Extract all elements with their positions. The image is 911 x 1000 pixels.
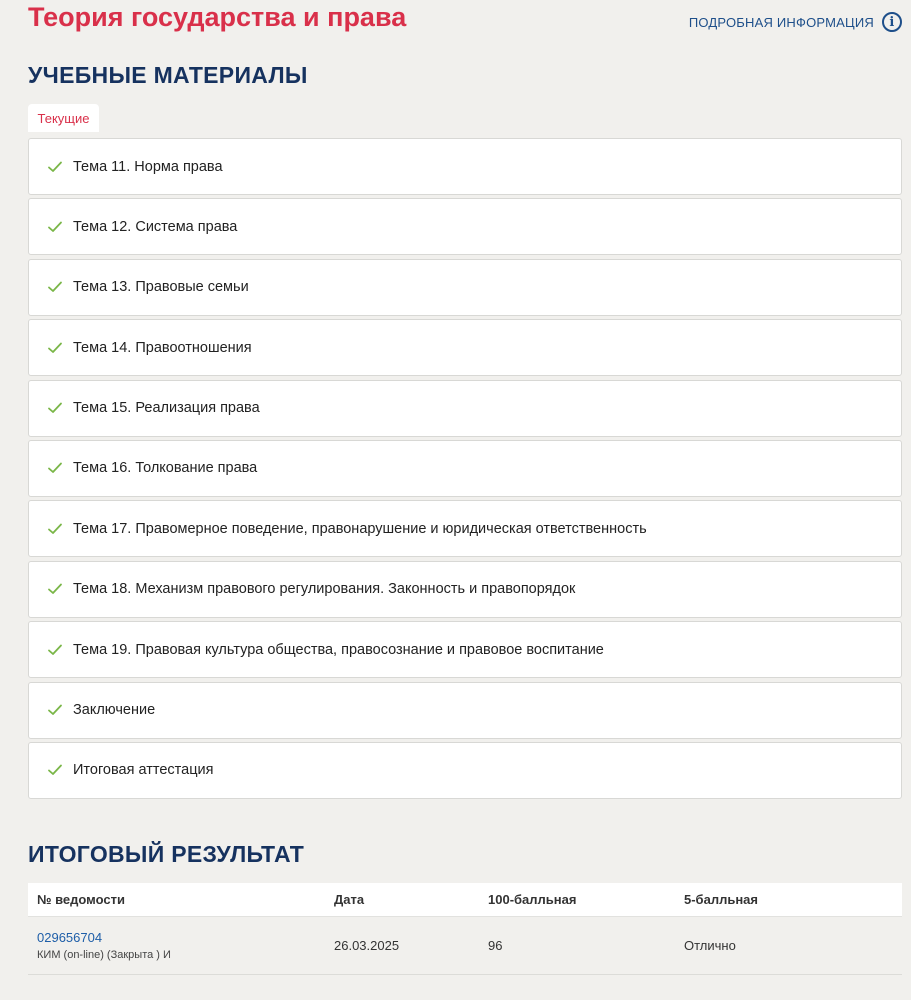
check-icon [47,642,63,658]
cell-score5: Отлично [684,938,736,953]
topic-item[interactable] [28,500,902,557]
topic-label: Тема 18. Механизм правового регулирования. Законность и правопорядок [73,581,576,598]
check-icon [47,340,63,356]
topic-list [28,138,902,802]
cell-date: 26.03.2025 [334,938,400,953]
topic-label: Заключение [73,702,156,719]
record-description: КИМ (on-line) (Закрыта ) И [37,949,171,961]
check-icon [47,219,63,235]
header-score100: 100-балльная [488,892,577,907]
topic-label: Итоговая аттестация [73,762,214,779]
topic-label: Тема 11. Норма права [73,158,223,175]
topic-label: Тема 14. Правоотношения [73,339,252,356]
topic-item[interactable] [28,259,902,316]
check-icon [47,581,63,597]
topic-label: Тема 13. Правовые семьи [73,279,249,296]
tab-current[interactable]: Текущие [28,104,99,132]
record-number-link[interactable]: 029656704 [37,930,103,945]
cell-number [28,930,325,961]
topic-item[interactable] [28,440,902,497]
topic-item[interactable] [28,621,902,678]
details-link[interactable] [689,12,902,32]
topic-item[interactable] [28,742,902,799]
page-title: Теория государства и права [28,2,407,32]
materials-title: УЧЕБНЫЕ МАТЕРИАЛЫ [28,62,308,88]
topic-label: Тема 15. Реализация права [73,400,260,417]
header-number: № ведомости [37,892,125,907]
check-icon [47,460,63,476]
topic-label: Тема 17. Правомерное поведение, правонарушение и юридическая ответственность [73,520,647,537]
topic-label: Тема 16. Толкование права [73,460,258,477]
check-icon [47,279,63,295]
table-row [28,917,902,975]
topic-label: Тема 19. Правовая культура общества, правосознание и правовое воспитание [73,641,604,658]
results-table [28,883,902,975]
header-score5: 5-балльная [684,892,758,907]
topic-item[interactable] [28,380,902,437]
topic-item[interactable] [28,682,902,739]
check-icon [47,521,63,537]
results-title: ИТОГОВЫЙ РЕЗУЛЬТАТ [28,841,305,867]
topic-item[interactable] [28,138,902,195]
header-date: Дата [334,892,365,907]
topic-item[interactable] [28,561,902,618]
cell-score100: 96 [488,938,503,953]
info-icon: i [882,12,902,32]
topic-label: Тема 12. Система права [73,218,238,235]
topic-item[interactable] [28,319,902,376]
details-link-label: ПОДРОБНАЯ ИНФОРМАЦИЯ [688,14,874,30]
check-icon [47,762,63,778]
check-icon [47,400,63,416]
results-header-row [28,883,902,917]
check-icon [47,159,63,175]
check-icon [47,702,63,718]
topic-item[interactable] [28,198,902,255]
